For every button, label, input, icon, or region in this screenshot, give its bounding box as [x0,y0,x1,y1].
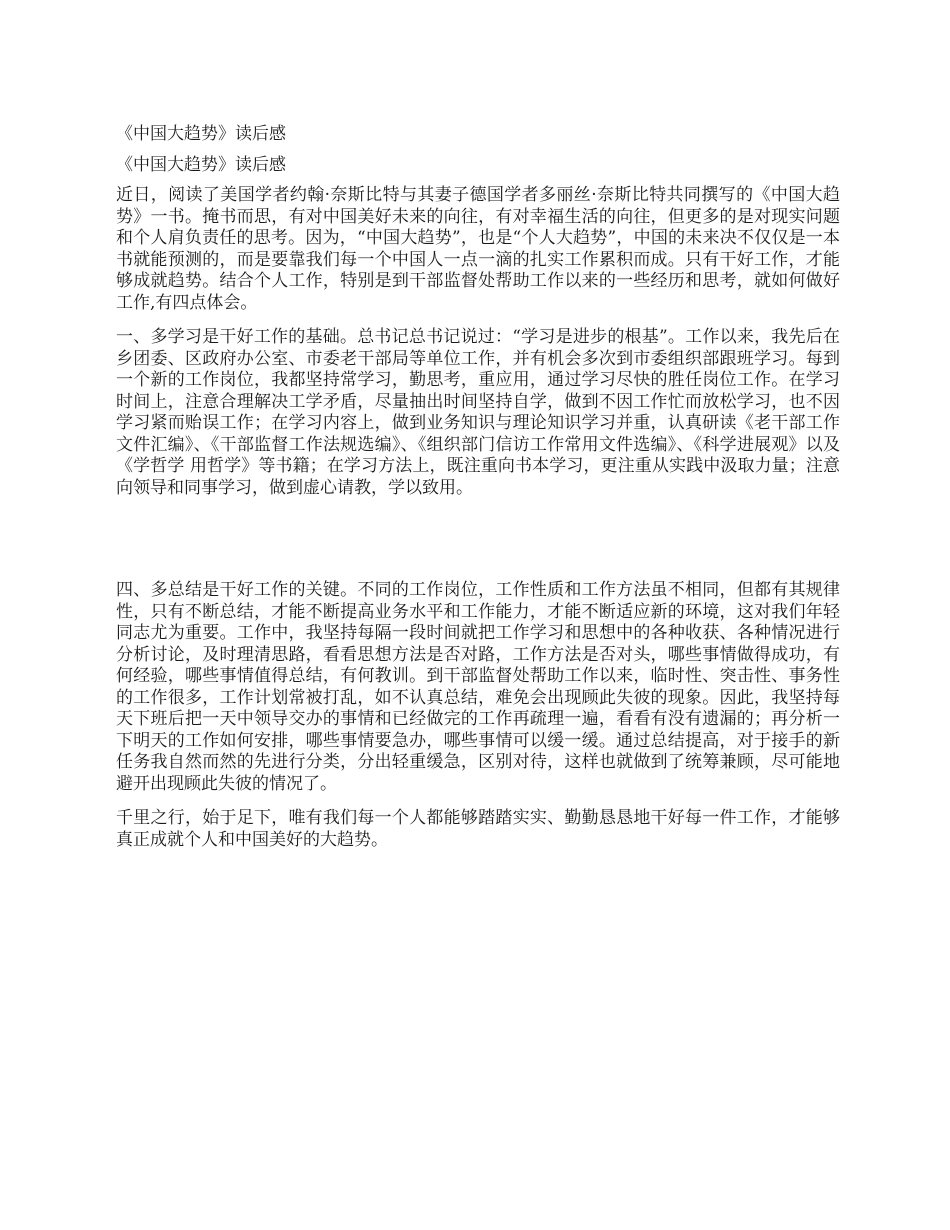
paragraph-intro: 近日，阅读了美国学者约翰·奈斯比特与其妻子德国学者多丽丝·奈斯比特共同撰写的《中国大趋势》一书。掩书而思，有对中国美好未来的向往，有对幸福生活的向往，但更多的是对现实问题和个人肩负责任的思考。因为，“中国大趋势”，也是“个人大趋势”，中国的未来决不仅仅是一本书就能预测的，而是要靠我们每一个中国人一点一滴的扎实工作累积而成。只有干好工作，才能够成就趋势。结合个人工作，特别是到干部监督处帮助工作以来的一些经历和思考，就如何做好工作,有四点体会。 [116,185,840,313]
document-subtitle: 《中国大趋势》读后感 [116,154,286,175]
document-title: 《中国大趋势》读后感 [116,124,286,144]
paragraph-point-four: 四、多总结是干好工作的关键。不同的工作岗位，工作性质和工作方法虽不相同，但都有其规律性，只有不断总结，才能不断提高业务水平和工作能力，才能不断适应新的环境，这对我们年轻同志尤为重要。工作中，我坚持每隔一段时间就把工作学习和思想中的各种收获、各种情况进行分析讨论，及时理清思路，看看思想方法是否对路，工作方法是否对头，哪些事情做得成功，有何经验，哪些事情值得总结，有何教训。到干部监督处帮助工作以来，临时性、突击性、事务性的工作很多，工作计划常被打乱，如不认真总结，难免会出现顾此失彼的现象。因此，我坚持每天下班后把一天中领导交办的事情和已经做完的工作再疏理一遍，看看有没有遗漏的；再分析一下明天的工作如何安排，哪些事情要急办，哪些事情可以缓一缓。通过总结提高，对于接手的新任务我自然而然的先进行分类，分出轻重缓急，区别对待，这样也就做到了统筹兼顾，尽可能地避开出现顾此失彼的情况了。 [116,580,840,794]
paragraph-conclusion: 千里之行，始于足下，唯有我们每一个人都能够踏踏实实、勤勤恳恳地干好每一件工作，才能够真正成就个人和中国美好的大趋势。 [116,808,840,850]
blank-gap [116,512,840,580]
document-page [116,124,840,864]
paragraph-point-one: 一、多学习是干好工作的基础。总书记总书记说过：“学习是进步的根基”。工作以来，我先后在乡团委、区政府办公室、市委老干部局等单位工作，并有机会多次到市委组织部跟班学习。每到一个新的工作岗位，我都坚持常学习，勤思考，重应用，通过学习尽快的胜任岗位工作。在学习时间上，注意合理解决工学矛盾，尽量抽出时间坚持自学，做到不因工作忙而放松学习，也不因学习紧而贻误工作；在学习内容上，做到业务知识与理论知识学习并重，认真研读《老干部工作文件汇编》、《干部监督工作法规选编》、《组织部门信访工作常用文件选编》、《科学进展观》以及《学哲学 用哲学》等书籍；在学习方法上，既注重向书本学习，更注重从实践中汲取力量；注意向领导和同事学习，做到虚心请教，学以致用。 [116,327,840,498]
